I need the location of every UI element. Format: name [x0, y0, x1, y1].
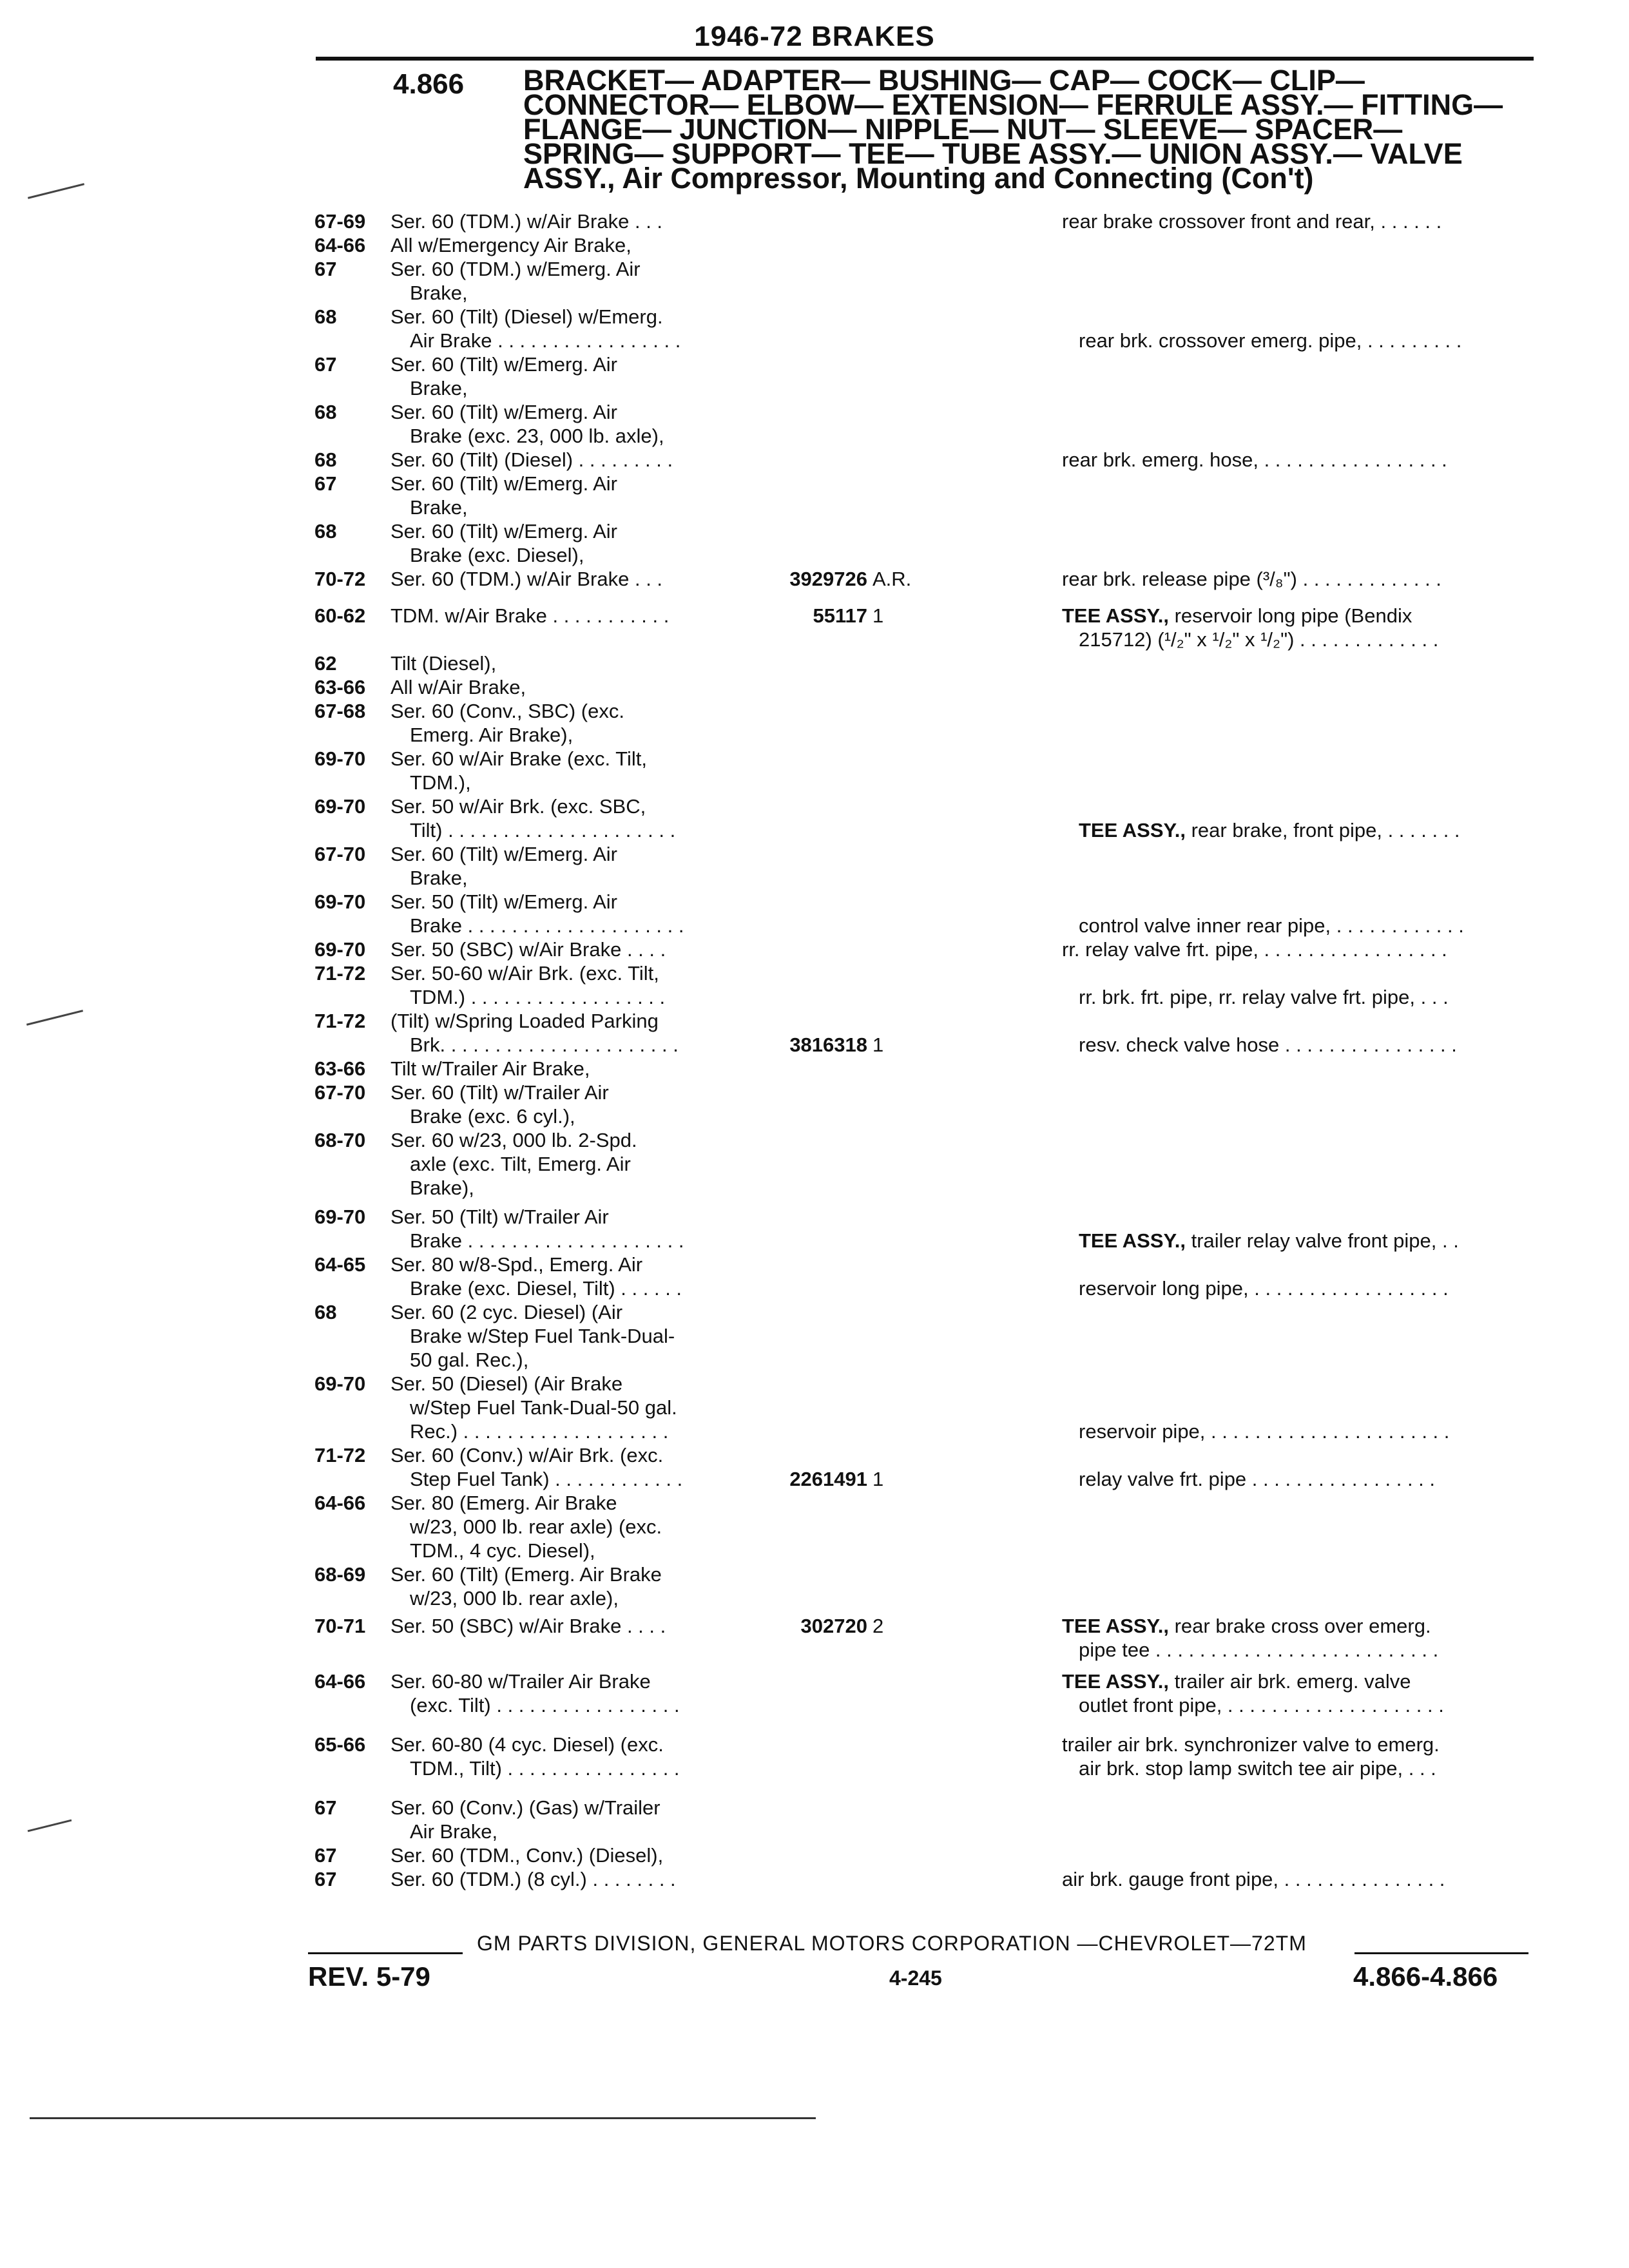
- application: [390, 233, 738, 257]
- application-line: Air Brake,: [410, 1820, 498, 1843]
- application-line: Ser. 50 (SBC) w/Air Brake . . . .: [390, 938, 666, 961]
- application: [390, 1796, 738, 1843]
- application-line: Ser. 60 (Conv., SBC) (exc.: [390, 700, 624, 722]
- description-line: trailer air brk. synchronizer valve to emerg.: [1062, 1733, 1440, 1756]
- application-line: Ser. 60 (Conv.) w/Air Brk. (exc.: [390, 1444, 664, 1466]
- application: [390, 890, 738, 937]
- quantity: 1: [872, 1033, 884, 1056]
- application: [390, 305, 738, 352]
- application: [390, 1733, 738, 1780]
- part-name: TEE ASSY.,: [1079, 819, 1186, 841]
- application-line: Brake,: [410, 867, 468, 889]
- application-line: Ser. 60 (Tilt) w/Emerg. Air: [390, 520, 617, 543]
- application-line: (Tilt) w/Spring Loaded Parking: [390, 1010, 659, 1032]
- description-line: 215712) (¹/₂" x ¹/₂" x ¹/₂") . . . . . . . . . . . . .: [1079, 628, 1439, 651]
- application-line: Brake),: [410, 1177, 474, 1199]
- application-line: (exc. Tilt) . . . . . . . . . . . . . . . . .: [410, 1694, 680, 1716]
- application-line: Ser. 60 w/Air Brake (exc. Tilt,: [390, 747, 647, 770]
- footer-revision: REV. 5-79: [308, 1961, 430, 1992]
- description-line: relay valve frt. pipe . . . . . . . . . . . . . . . . .: [1079, 1468, 1436, 1490]
- description-line: rr. brk. frt. pipe, rr. relay valve frt. pipe, . . .: [1079, 986, 1449, 1008]
- model-years: 71-72: [314, 1444, 366, 1466]
- model-years: 60-62: [314, 604, 366, 627]
- application-line: Ser. 60 (Conv.) (Gas) w/Trailer: [390, 1796, 660, 1819]
- application: [390, 257, 738, 305]
- model-years: 64-66: [314, 1492, 366, 1514]
- section-title-line: CONNECTOR— ELBOW— EXTENSION— FERRULE ASSY.— FITTING—: [523, 88, 1503, 121]
- application: [390, 1843, 738, 1867]
- footer-section-range: 4.866-4.866: [1353, 1961, 1498, 1992]
- application-line: Ser. 60 (Tilt) w/Emerg. Air: [390, 472, 617, 495]
- description: [1062, 604, 1532, 651]
- application-line: Brk. . . . . . . . . . . . . . . . . . . . . .: [410, 1033, 679, 1056]
- application-line: Brake . . . . . . . . . . . . . . . . . . . .: [410, 1229, 684, 1252]
- description-line: [1062, 1669, 1532, 1693]
- application: [390, 519, 738, 567]
- model-years: 67: [314, 353, 337, 376]
- description-line: air brk. gauge front pipe, . . . . . . . . . . . . . . .: [1062, 1868, 1445, 1890]
- application: [390, 209, 738, 233]
- part-number: 2261491: [789, 1468, 867, 1490]
- model-years: 67: [314, 258, 337, 280]
- page-title: 1946-72 BRAKES: [694, 21, 935, 52]
- application-line: Ser. 50 w/Air Brk. (exc. SBC,: [390, 795, 646, 818]
- description-text: trailer relay valve front pipe, . .: [1185, 1229, 1459, 1252]
- model-years: 68: [314, 305, 337, 328]
- description: [1062, 1205, 1532, 1253]
- application: [390, 1614, 738, 1638]
- application-line: Brake (exc. 23, 000 lb. axle),: [410, 425, 664, 447]
- description-line: [1062, 1372, 1532, 1396]
- description: [1062, 961, 1532, 1009]
- description-line: outlet front pipe, . . . . . . . . . . . . . . . . . . . .: [1079, 1694, 1444, 1716]
- description-line: air brk. stop lamp switch tee air pipe, . . .: [1079, 1757, 1436, 1780]
- application: [390, 448, 738, 472]
- application: [390, 1057, 738, 1081]
- application-line: TDM. w/Air Brake . . . . . . . . . . .: [390, 604, 670, 627]
- description-line: [1062, 1614, 1532, 1638]
- model-years: 63-66: [314, 676, 366, 698]
- model-years: 69-70: [314, 795, 366, 818]
- application-line: TDM.),: [410, 771, 471, 794]
- description: [1062, 305, 1532, 352]
- description-line: control valve inner rear pipe, . . . . . . . . . . . .: [1079, 914, 1464, 937]
- application-line: Ser. 50 (Tilt) w/Emerg. Air: [390, 890, 617, 913]
- quantity: 1: [872, 604, 884, 627]
- model-years: 65-66: [314, 1733, 366, 1756]
- description-line: rr. relay valve frt. pipe, . . . . . . . . . . . . . . . . .: [1062, 938, 1447, 961]
- quantity: 2: [872, 1615, 884, 1637]
- model-years: 67-70: [314, 843, 366, 865]
- model-years: 68: [314, 401, 337, 423]
- description-line: reservoir long pipe, . . . . . . . . . . . . . . . . . .: [1079, 1277, 1449, 1300]
- application-line: Air Brake . . . . . . . . . . . . . . . . .: [410, 329, 681, 352]
- part-number: 55117: [813, 604, 867, 627]
- application: [390, 842, 738, 890]
- part-number: 3816318: [789, 1033, 867, 1056]
- application-line: Brake,: [410, 377, 468, 399]
- description: [1062, 890, 1532, 937]
- description-line: resv. check valve hose . . . . . . . . . . . . . . . .: [1079, 1033, 1457, 1056]
- application-line: Ser. 80 w/8-Spd., Emerg. Air: [390, 1253, 643, 1276]
- application: [390, 1128, 738, 1200]
- description-line: [1062, 794, 1532, 818]
- application-line: TDM.) . . . . . . . . . . . . . . . . . .: [410, 986, 666, 1008]
- application-line: TDM., Tilt) . . . . . . . . . . . . . . . .: [410, 1757, 680, 1780]
- application: [390, 1372, 738, 1443]
- footer-page-number: 4-245: [889, 1966, 942, 1990]
- description: [1062, 1669, 1532, 1717]
- application-line: Ser. 50 (Diesel) (Air Brake: [390, 1372, 623, 1395]
- application-line: All w/Emergency Air Brake,: [390, 234, 631, 256]
- application-line: Brake (exc. 6 cyl.),: [410, 1105, 575, 1128]
- application: [390, 1491, 738, 1562]
- description-line: rear brake crossover front and rear, . . . . . .: [1062, 210, 1442, 233]
- application-line: Ser. 50-60 w/Air Brk. (exc. Tilt,: [390, 962, 659, 985]
- part-number: 302720: [800, 1615, 867, 1637]
- model-years: 68: [314, 1301, 337, 1323]
- model-years: 69-70: [314, 1372, 366, 1395]
- application: [390, 567, 738, 591]
- application-line: Tilt w/Trailer Air Brake,: [390, 1057, 590, 1080]
- application-line: Ser. 60 (TDM.) w/Air Brake . . .: [390, 568, 663, 590]
- description-line: [1062, 1253, 1532, 1276]
- application-line: Tilt) . . . . . . . . . . . . . . . . . . . . .: [410, 819, 676, 841]
- application: [390, 1009, 738, 1057]
- description: [1062, 448, 1532, 472]
- application-line: Ser. 50 (Tilt) w/Trailer Air: [390, 1206, 609, 1228]
- description-text: rear brake cross over emerg.: [1168, 1615, 1431, 1637]
- application: [390, 937, 738, 961]
- application: [390, 794, 738, 842]
- application: [390, 400, 738, 448]
- application-line: Ser. 60 (Tilt) w/Trailer Air: [390, 1081, 609, 1104]
- section-title-line: SPRING— SUPPORT— TEE— TUBE ASSY.— UNION ASSY.— VALVE: [523, 137, 1463, 170]
- application-line: w/23, 000 lb. rear axle) (exc.: [410, 1515, 662, 1538]
- application-line: TDM., 4 cyc. Diesel),: [410, 1539, 595, 1562]
- application-line: Ser. 60-80 (4 cyc. Diesel) (exc.: [390, 1733, 664, 1756]
- application: [390, 1867, 738, 1891]
- description: [1062, 1009, 1532, 1057]
- description-line: [1062, 1009, 1532, 1033]
- application-line: Emerg. Air Brake),: [410, 724, 574, 746]
- application: [390, 747, 738, 794]
- application-line: Ser. 50 (SBC) w/Air Brake . . . .: [390, 1615, 666, 1637]
- section-title-line: BRACKET— ADAPTER— BUSHING— CAP— COCK— CLIP—: [523, 64, 1365, 97]
- description-line: [1062, 1396, 1532, 1419]
- application-line: Ser. 60 (TDM.) w/Emerg. Air: [390, 258, 641, 280]
- model-years: 67: [314, 1868, 337, 1890]
- application: [390, 472, 738, 519]
- model-years: 68: [314, 448, 337, 471]
- application-line: Rec.) . . . . . . . . . . . . . . . . . . .: [410, 1420, 669, 1443]
- model-years: 67-69: [314, 210, 366, 233]
- application: [390, 1081, 738, 1128]
- section-title-line: FLANGE— JUNCTION— NIPPLE— NUT— SLEEVE— SPACER—: [523, 113, 1403, 146]
- model-years: 67: [314, 1844, 337, 1867]
- model-years: 64-65: [314, 1253, 366, 1276]
- application: [390, 1443, 738, 1491]
- model-years: 70-71: [314, 1615, 366, 1637]
- application-line: axle (exc. Tilt, Emerg. Air: [410, 1153, 631, 1175]
- model-years: 68: [314, 520, 337, 543]
- quantity: 1: [872, 1468, 884, 1490]
- model-years: 67-68: [314, 700, 366, 722]
- description-line: [1062, 818, 1532, 842]
- application-line: Ser. 60 (TDM.) w/Air Brake . . .: [390, 210, 663, 233]
- model-years: 69-70: [314, 1206, 366, 1228]
- section-number: 4.866: [393, 68, 465, 100]
- model-years: 64-66: [314, 1670, 366, 1693]
- application-line: Ser. 60 (TDM.) (8 cyl.) . . . . . . . .: [390, 1868, 676, 1890]
- application-line: Brake . . . . . . . . . . . . . . . . . . . .: [410, 914, 684, 937]
- description-line: rear brk. crossover emerg. pipe, . . . . . . . . .: [1079, 329, 1462, 352]
- description-line: [1062, 1205, 1532, 1229]
- application-line: Ser. 60-80 w/Trailer Air Brake: [390, 1670, 651, 1693]
- model-years: 71-72: [314, 1010, 366, 1032]
- description-line: reservoir pipe, . . . . . . . . . . . . . . . . . . . . . .: [1079, 1420, 1450, 1443]
- description: [1062, 1733, 1532, 1780]
- footer-corporation: GM PARTS DIVISION, GENERAL MOTORS CORPORATION —CHEVROLET—72TM: [477, 1932, 1307, 1955]
- description-line: [1062, 961, 1532, 985]
- model-years: 67-70: [314, 1081, 366, 1104]
- application-line: Brake w/Step Fuel Tank-Dual-: [410, 1325, 675, 1347]
- model-years: 71-72: [314, 962, 366, 985]
- part-name: TEE ASSY.,: [1062, 1670, 1169, 1693]
- description: [1062, 937, 1532, 961]
- model-years: 69-70: [314, 890, 366, 913]
- model-years: 64-66: [314, 234, 366, 256]
- description: [1062, 1253, 1532, 1300]
- application: [390, 1253, 738, 1300]
- application-line: w/Step Fuel Tank-Dual-50 gal.: [410, 1396, 677, 1419]
- application-line: Brake (exc. Diesel, Tilt) . . . . . .: [410, 1277, 682, 1300]
- footer-rule-left: [308, 1952, 463, 1954]
- description-line: [1062, 1229, 1532, 1253]
- application: [390, 961, 738, 1009]
- description-text: reservoir long pipe (Bendix: [1168, 604, 1412, 627]
- scan-edge-line: [30, 2117, 816, 2119]
- description-line: [1062, 604, 1532, 628]
- application-line: Ser. 60 (Tilt) (Diesel) . . . . . . . . .: [390, 448, 673, 471]
- description-line: pipe tee . . . . . . . . . . . . . . . . . . . . . . . . . .: [1079, 1639, 1439, 1661]
- application-line: Ser. 60 (Tilt) w/Emerg. Air: [390, 401, 617, 423]
- application: [390, 604, 738, 628]
- application-line: Tilt (Diesel),: [390, 652, 497, 675]
- part-name: TEE ASSY.,: [1062, 1615, 1169, 1637]
- description: [1062, 794, 1532, 842]
- description-text: trailer air brk. emerg. valve: [1168, 1670, 1411, 1693]
- model-years: 63-66: [314, 1057, 366, 1080]
- model-years: 67: [314, 1796, 337, 1819]
- application: [390, 1669, 738, 1717]
- application-line: Brake,: [410, 282, 468, 304]
- description-text: rear brake, front pipe, . . . . . . .: [1185, 819, 1460, 841]
- part-number: 3929726: [789, 568, 867, 590]
- part-name: TEE ASSY.,: [1062, 604, 1169, 627]
- model-years: 67: [314, 472, 337, 495]
- application: [390, 1205, 738, 1253]
- model-years: 62: [314, 652, 337, 675]
- description-line: rear brk. release pipe (³/₈") . . . . . . . . . . . . .: [1062, 568, 1441, 590]
- application-line: 50 gal. Rec.),: [410, 1349, 529, 1371]
- section-title-line: ASSY., Air Compressor, Mounting and Connecting (Con't): [523, 162, 1314, 195]
- application-line: Ser. 60 (2 cyc. Diesel) (Air: [390, 1301, 623, 1323]
- description-line: [1062, 1443, 1532, 1467]
- model-years: 69-70: [314, 938, 366, 961]
- application: [390, 699, 738, 747]
- application: [390, 651, 738, 675]
- description-line: rear brk. emerg. hose, . . . . . . . . . . . . . . . . .: [1062, 448, 1447, 471]
- description: [1062, 1614, 1532, 1662]
- description: [1062, 1867, 1532, 1891]
- application-line: Ser. 60 (Tilt) w/Emerg. Air: [390, 843, 617, 865]
- application: [390, 675, 738, 699]
- application: [390, 1300, 738, 1372]
- model-years: 68-69: [314, 1563, 366, 1586]
- description: [1062, 1443, 1532, 1491]
- application-line: Ser. 80 (Emerg. Air Brake: [390, 1492, 617, 1514]
- description: [1062, 1372, 1532, 1443]
- application-line: Ser. 60 (TDM., Conv.) (Diesel),: [390, 1844, 664, 1867]
- application-line: w/23, 000 lb. rear axle),: [410, 1587, 619, 1610]
- part-name: TEE ASSY.,: [1079, 1229, 1186, 1252]
- description: [1062, 567, 1532, 591]
- description-line: [1062, 305, 1532, 329]
- application-line: Brake,: [410, 496, 468, 519]
- application: [390, 352, 738, 400]
- application-line: All w/Air Brake,: [390, 676, 526, 698]
- application-line: Ser. 60 w/23, 000 lb. 2-Spd.: [390, 1129, 637, 1151]
- model-years: 70-72: [314, 568, 366, 590]
- application-line: Brake (exc. Diesel),: [410, 544, 584, 566]
- application-line: Ser. 60 (Tilt) (Diesel) w/Emerg.: [390, 305, 663, 328]
- description-line: [1062, 890, 1532, 914]
- application-line: Ser. 60 (Tilt) (Emerg. Air Brake: [390, 1563, 662, 1586]
- model-years: 68-70: [314, 1129, 366, 1151]
- quantity: A.R.: [872, 568, 912, 590]
- application-line: Step Fuel Tank) . . . . . . . . . . . .: [410, 1468, 683, 1490]
- model-years: 69-70: [314, 747, 366, 770]
- application: [390, 1562, 738, 1610]
- application-line: Ser. 60 (Tilt) w/Emerg. Air: [390, 353, 617, 376]
- footer-rule-right: [1354, 1952, 1528, 1954]
- description: [1062, 209, 1532, 233]
